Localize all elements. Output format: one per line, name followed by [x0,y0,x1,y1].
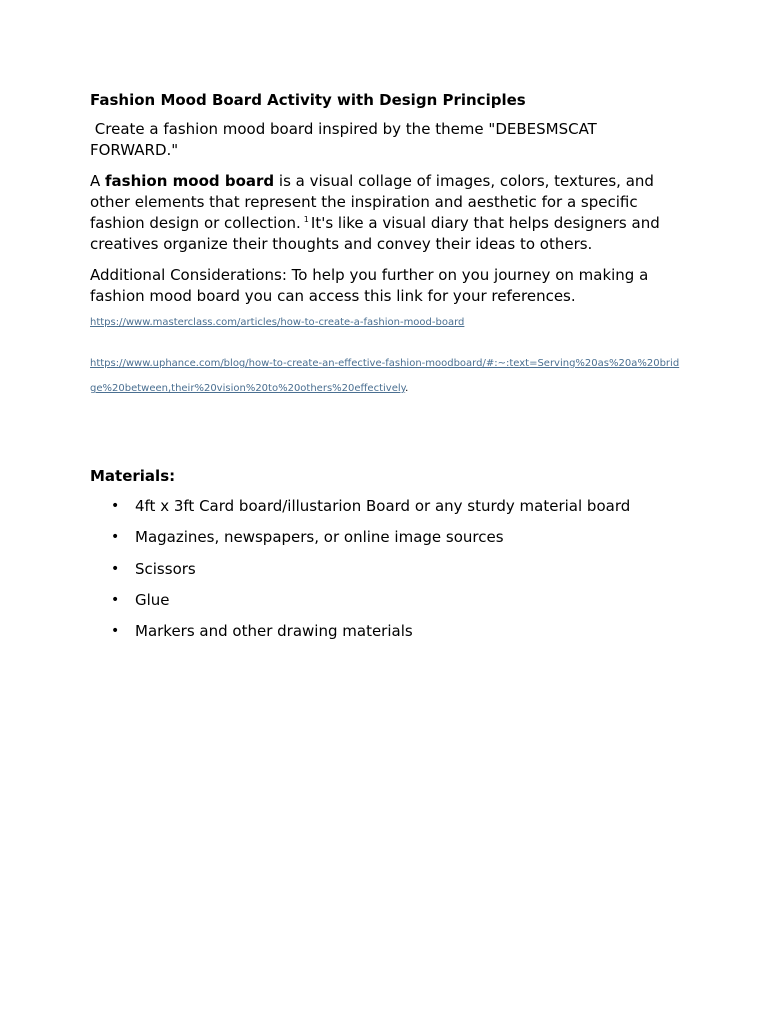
material-text: Glue [135,590,170,609]
list-item [90,527,680,548]
list-item [90,590,680,611]
bullet-icon: • [111,623,120,640]
bullet-icon: • [111,529,120,546]
material-text: Magazines, newspapers, or online image sources [135,528,504,547]
footnote-marker[interactable]: 1 [303,215,309,224]
definition-prefix: A [90,172,106,190]
reference-link-1[interactable]: https://www.masterclass.com/articles/how-to-create-a-fashion-mood-board [90,317,465,328]
reference-link-2-text: https://www.uphance.com/blog/how-to-create-an-effective-fashion-moodboard/#:~:text=Serving%20as%20a%20bridge%20between,their%20vision%20to%20others%20effectively [90,358,680,394]
definition-paragraph [90,171,680,255]
reference-link-2[interactable] [90,358,679,394]
document-page [90,89,680,652]
material-text: Scissors [135,559,196,578]
list-item [90,621,680,642]
materials-heading: Materials: [90,467,176,485]
definition-text: is a visual collage of images, colors, textures, and other elements that represent the inspiration and aesthetic for a specific fashion design or collection. [90,172,654,232]
materials-list [90,496,680,642]
material-text: 4ft x 3ft Card board/illustarion Board or any sturdy material board [135,497,631,515]
list-item [90,559,680,580]
reference-link-2-line [90,351,680,401]
bullet-icon: • [111,591,120,608]
link-trailing-period: . [405,383,409,394]
material-text: Markers and other drawing materials [135,622,413,641]
bullet-icon: • [111,560,120,577]
reference-link-1-line [90,317,680,329]
list-item [90,496,680,517]
bullet-icon: • [111,498,120,514]
page-title: Fashion Mood Board Activity with Design Principles [90,91,526,109]
considerations-paragraph: Additional Considerations: To help you further on you journey on making a fashion mood board you can access this link for your references. [90,266,649,305]
definition-text-2: It's like a visual diary that helps designers and creatives organize their thoughts and convey their ideas to others. [90,214,660,253]
intro-paragraph: Create a fashion mood board inspired by the theme "DEBESMSCAT FORWARD." [90,120,602,159]
definition-term: fashion mood board [105,172,275,190]
